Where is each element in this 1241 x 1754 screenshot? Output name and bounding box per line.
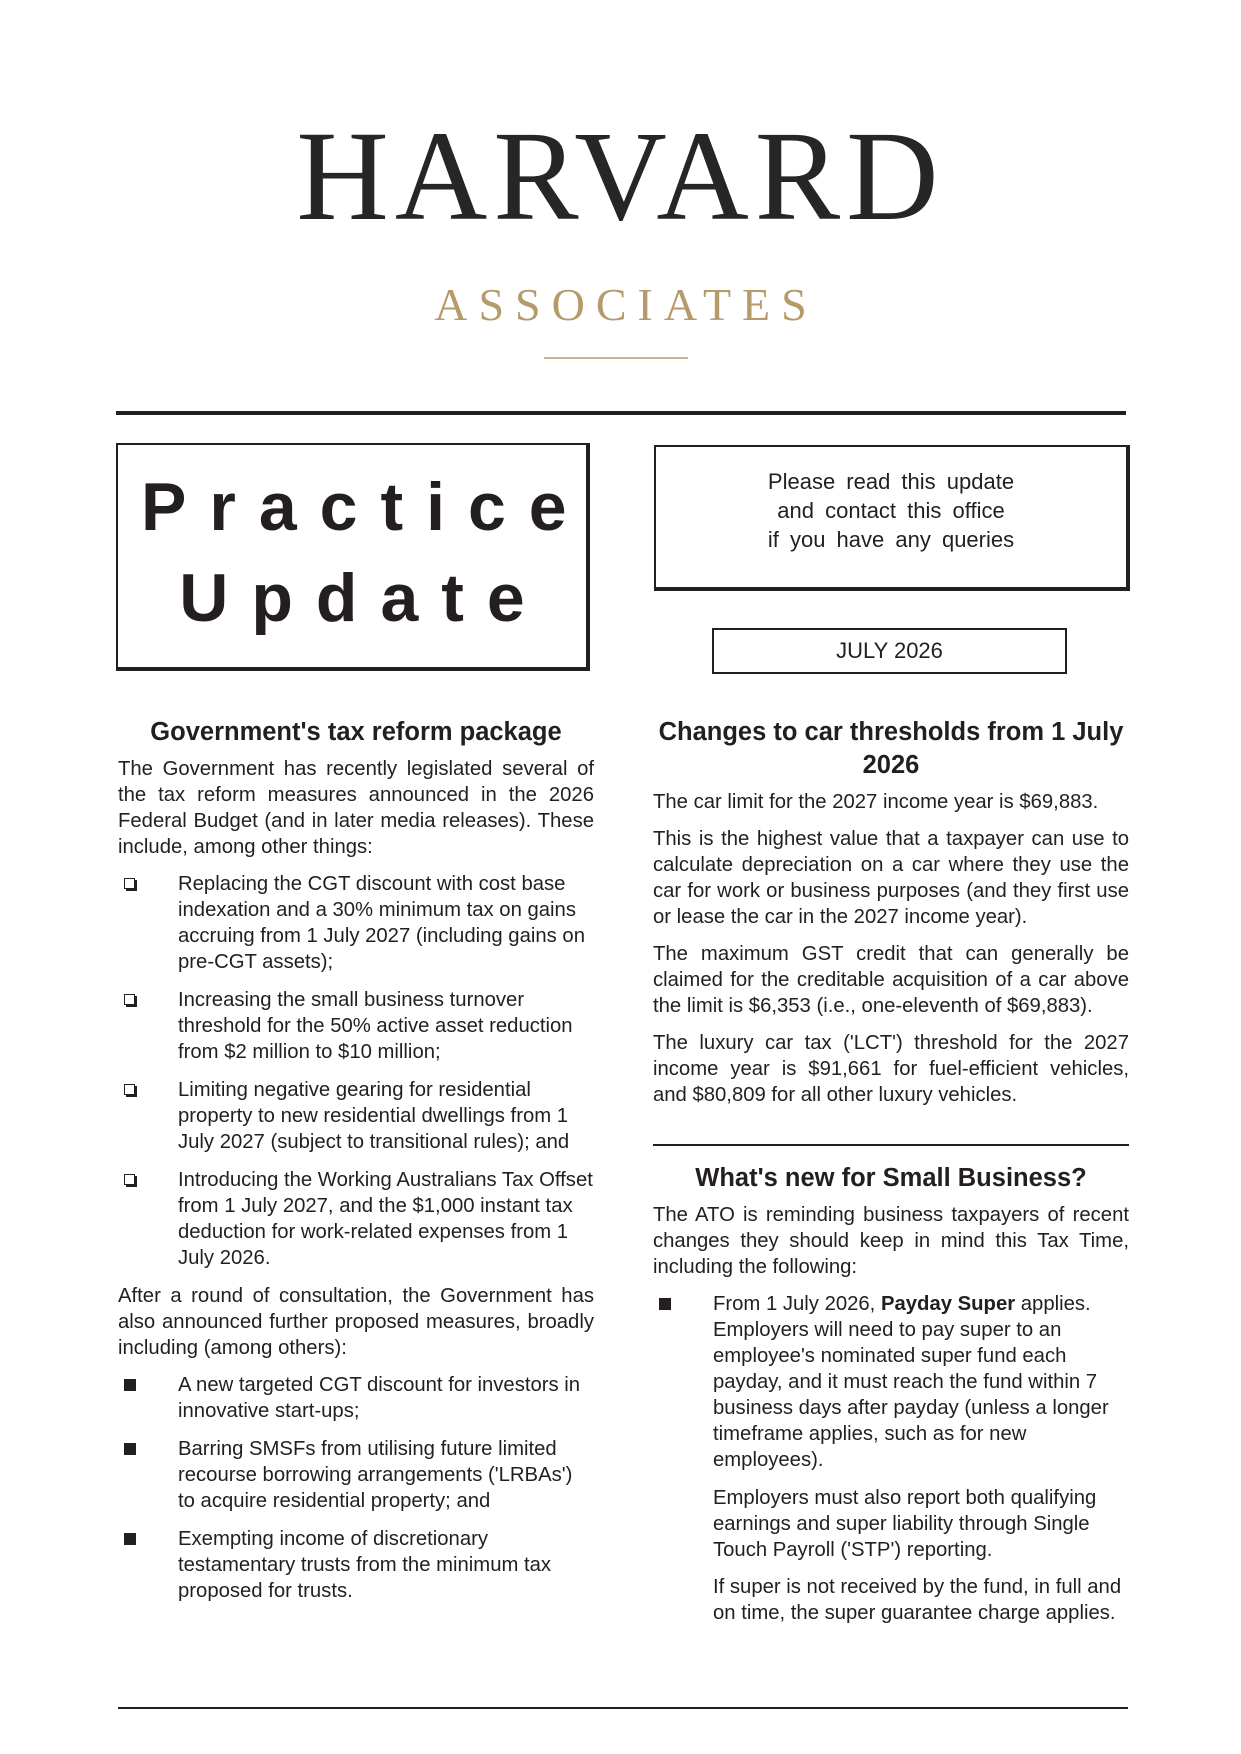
notice-line-3: if you have any queries: [767, 527, 1015, 552]
car-paragraph: The car limit for the 2027 income year is $69,883.: [653, 791, 1099, 813]
brand-logo-subtitle: ASSOCIATES: [434, 279, 818, 330]
list-item: [118, 987, 594, 1065]
car-paragraph: The luxury car tax ('LCT') threshold for the 2027 income year is $91,661 for fuel-efficient vehicles, and $80,809 for all other luxury vehicles.: [653, 1032, 1129, 1106]
tax-reform-heading: Government's tax reform package: [150, 718, 562, 746]
list-item-text: Limiting negative gearing for residential property to new residential dwellings from 1 July 2027 (subject to transitional rules); and: [178, 1079, 570, 1153]
issue-date-box: JULY 2026: [712, 628, 1067, 674]
practice-update-title-box: [116, 443, 590, 671]
square-bullet-icon: [124, 1379, 136, 1391]
list-item-text: Replacing the CGT discount with cost base indexation and a 30% minimum tax on gains accruing from 1 July 2027 (including gains on pre-CGT assets);: [178, 873, 585, 973]
payday-rest: applies. Employers will need to pay super to an employee's nominated super fund each payday, and it must reach the fund within 7 business days after payday (unless a longer timeframe applies, such as for new employees).: [713, 1293, 1109, 1471]
list-item-text: Exempting income of discretionary testamentary trusts from the minimum tax proposed for trusts.: [178, 1528, 552, 1602]
left-column: [118, 716, 594, 1616]
square-bullet-icon: [659, 1298, 671, 1310]
list-item-text: Increasing the small business turnover threshold for the 50% active asset reduction from $2 million to $10 million;: [178, 989, 573, 1063]
list-item: [118, 1077, 594, 1155]
header-divider: [116, 411, 1126, 415]
list-item: [118, 871, 594, 975]
square-bullet-icon: [124, 1443, 136, 1455]
checkbox-bullet-icon: [124, 994, 135, 1005]
proposed-measures-intro: After a round of consultation, the Government has also announced further proposed measures, broadly including (among others):: [118, 1285, 594, 1359]
payday-followup-paragraph: If super is not received by the fund, in full and on time, the super guarantee charge applies.: [713, 1576, 1122, 1624]
logo-underline: [544, 357, 688, 359]
legislated-measures-list: [118, 871, 594, 1271]
list-item: [118, 1526, 594, 1604]
notice-line-2: and contact this office: [777, 498, 1005, 523]
right-column-car-section: [653, 716, 1129, 1119]
list-item: [118, 1372, 594, 1424]
list-item-text: A new targeted CGT discount for investors in innovative start-ups;: [178, 1374, 581, 1422]
checkbox-bullet-icon: [124, 1174, 135, 1185]
small-business-heading: What's new for Small Business?: [695, 1164, 1087, 1192]
list-item: [653, 1291, 1129, 1473]
checkbox-bullet-icon: [124, 1084, 135, 1095]
tax-reform-intro: The Government has recently legislated several of the tax reform measures announced in the 2026 Federal Budget (and in later media releases). These include, among other things:: [118, 758, 594, 858]
brand-logo-name: HARVARD: [296, 105, 945, 247]
title-line-1: Practice: [141, 469, 590, 545]
payday-followup-paragraph: Employers must also report both qualifying earnings and super liability through Single Touch Payroll ('STP') reporting.: [713, 1487, 1097, 1561]
small-business-list: [653, 1291, 1129, 1473]
list-item-text: Introducing the Working Australians Tax Offset from 1 July 2027, and the $1,000 instant tax deduction for work-related expenses from 1 July 2026.: [178, 1169, 593, 1269]
proposed-measures-list: [118, 1372, 594, 1604]
payday-prefix: From 1 July 2026,: [713, 1293, 876, 1315]
car-thresholds-heading: Changes to car thresholds from 1 July 2026: [658, 718, 1124, 779]
small-business-intro: The ATO is reminding business taxpayers of recent changes they should keep in mind this Tax Time, including the following:: [653, 1204, 1129, 1278]
checkbox-bullet-icon: [124, 878, 135, 889]
list-item: [118, 1436, 594, 1514]
section-divider: [653, 1144, 1129, 1146]
footer-divider: [118, 1707, 1128, 1709]
notice-box: [654, 445, 1130, 591]
car-paragraph: The maximum GST credit that can generally be claimed for the creditable acquisition of a car above the limit is $6,353 (i.e., one-eleventh of $69,883).: [653, 943, 1129, 1017]
title-line-2: Update: [179, 560, 548, 636]
car-paragraph: This is the highest value that a taxpayer can use to calculate depreciation on a car where they use the car for work or business purposes (and they first use or lease the car in the 2027 income year).: [653, 828, 1129, 928]
right-column-small-business: [653, 1162, 1129, 1637]
payday-super-term: Payday Super: [880, 1293, 1016, 1315]
notice-line-1: Please read this update: [767, 469, 1015, 494]
square-bullet-icon: [124, 1533, 136, 1545]
list-item-text: Barring SMSFs from utilising future limited recourse borrowing arrangements ('LRBAs') to acquire residential property; and: [178, 1438, 573, 1512]
list-item: [118, 1167, 594, 1271]
